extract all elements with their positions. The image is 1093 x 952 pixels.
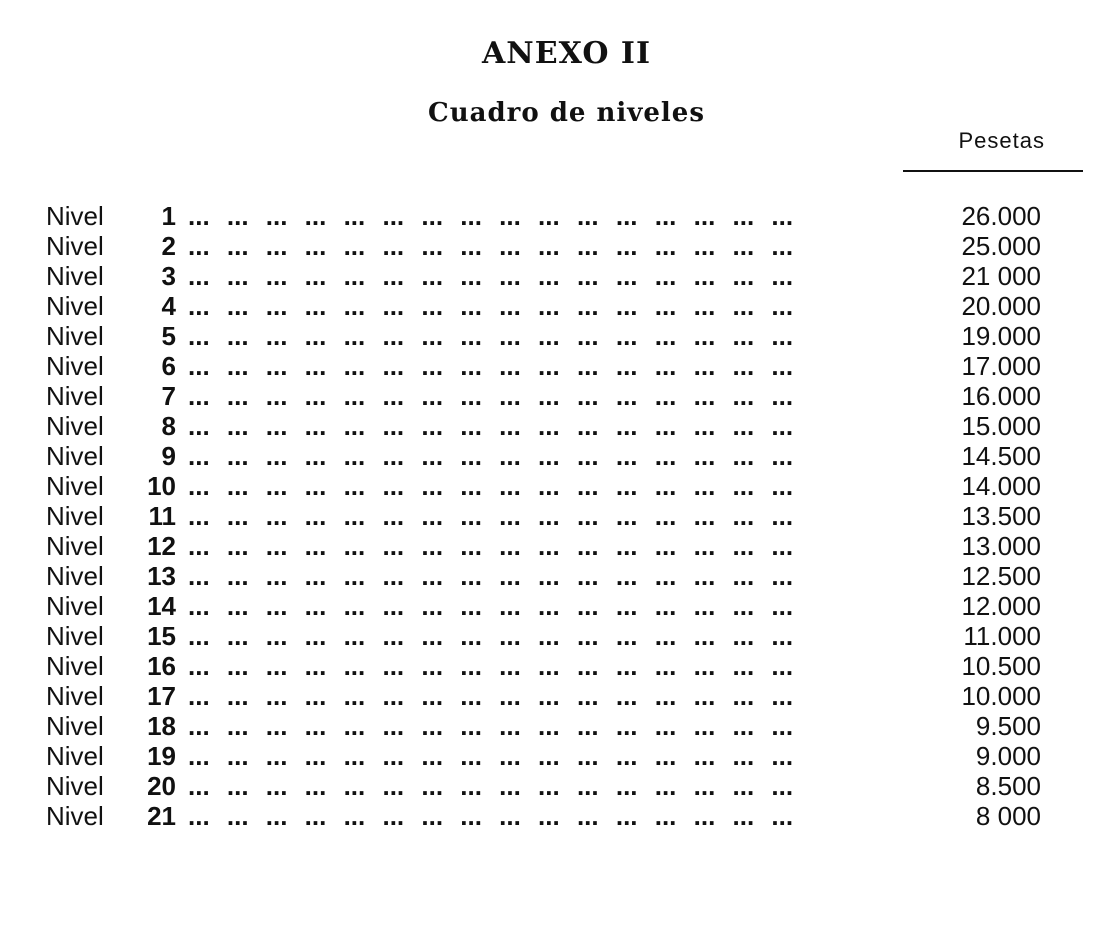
level-row bbox=[0, 411, 1093, 441]
dot-leader: ... ... ... ... ... ... ... ... ... ... ... ... ... ... ... ... bbox=[188, 471, 794, 501]
level-row bbox=[0, 711, 1093, 741]
level-number: 13 bbox=[147, 561, 176, 591]
level-number: 9 bbox=[161, 441, 176, 471]
dot-leader: ... ... ... ... ... ... ... ... ... ... ... ... ... ... ... ... bbox=[188, 201, 794, 231]
document-title: ANEXO II bbox=[482, 36, 651, 71]
level-row bbox=[0, 441, 1093, 471]
level-label: Nivel bbox=[46, 441, 104, 471]
dot-leader: ... ... ... ... ... ... ... ... ... ... ... ... ... ... ... ... bbox=[188, 441, 794, 471]
level-number: 1 bbox=[161, 201, 176, 231]
dot-leader: ... ... ... ... ... ... ... ... ... ... ... ... ... ... ... ... bbox=[188, 351, 794, 381]
level-number: 8 bbox=[161, 411, 176, 441]
dot-leader: ... ... ... ... ... ... ... ... ... ... ... ... ... ... ... ... bbox=[188, 321, 794, 351]
level-amount: 8 000 bbox=[975, 801, 1041, 831]
level-number: 12 bbox=[147, 531, 176, 561]
level-number: 11 bbox=[148, 501, 176, 531]
level-amount: 20.000 bbox=[961, 291, 1041, 321]
level-label: Nivel bbox=[46, 801, 104, 831]
level-row bbox=[0, 531, 1093, 561]
level-amount: 25.000 bbox=[961, 231, 1041, 261]
level-row bbox=[0, 801, 1093, 831]
dot-leader: ... ... ... ... ... ... ... ... ... ... ... ... ... ... ... ... bbox=[188, 651, 794, 681]
dot-leader: ... ... ... ... ... ... ... ... ... ... ... ... ... ... ... ... bbox=[188, 591, 794, 621]
level-amount: 13.000 bbox=[961, 531, 1041, 561]
level-amount: 19.000 bbox=[961, 321, 1041, 351]
level-label: Nivel bbox=[46, 561, 104, 591]
level-amount: 9.500 bbox=[975, 711, 1041, 741]
level-number: 19 bbox=[147, 741, 176, 771]
dot-leader: ... ... ... ... ... ... ... ... ... ... ... ... ... ... ... ... bbox=[188, 501, 794, 531]
dot-leader: ... ... ... ... ... ... ... ... ... ... ... ... ... ... ... ... bbox=[188, 741, 794, 771]
level-row bbox=[0, 591, 1093, 621]
level-row bbox=[0, 651, 1093, 681]
level-amount: 12.500 bbox=[961, 561, 1041, 591]
level-number: 17 bbox=[147, 681, 176, 711]
level-amount: 10.500 bbox=[961, 651, 1041, 681]
level-number: 16 bbox=[147, 651, 176, 681]
level-amount: 11.000 bbox=[963, 621, 1041, 651]
level-label: Nivel bbox=[46, 591, 104, 621]
level-number: 21 bbox=[147, 801, 176, 831]
level-number: 2 bbox=[161, 231, 176, 261]
level-number: 6 bbox=[161, 351, 176, 381]
level-label: Nivel bbox=[46, 771, 104, 801]
level-row bbox=[0, 621, 1093, 651]
level-row bbox=[0, 321, 1093, 351]
level-row bbox=[0, 561, 1093, 591]
level-row bbox=[0, 501, 1093, 531]
dot-leader: ... ... ... ... ... ... ... ... ... ... ... ... ... ... ... ... bbox=[188, 231, 794, 261]
level-amount: 12.000 bbox=[961, 591, 1041, 621]
level-amount: 15.000 bbox=[961, 411, 1041, 441]
level-amount: 10.000 bbox=[961, 681, 1041, 711]
level-row bbox=[0, 201, 1093, 231]
dot-leader: ... ... ... ... ... ... ... ... ... ... ... ... ... ... ... ... bbox=[188, 531, 794, 561]
dot-leader: ... ... ... ... ... ... ... ... ... ... ... ... ... ... ... ... bbox=[188, 771, 794, 801]
level-amount: 26.000 bbox=[961, 201, 1041, 231]
level-row bbox=[0, 771, 1093, 801]
level-number: 10 bbox=[147, 471, 176, 501]
level-row bbox=[0, 741, 1093, 771]
level-row bbox=[0, 681, 1093, 711]
dot-leader: ... ... ... ... ... ... ... ... ... ... ... ... ... ... ... ... bbox=[188, 411, 794, 441]
level-number: 7 bbox=[161, 381, 176, 411]
level-amount: 17.000 bbox=[961, 351, 1041, 381]
level-row bbox=[0, 291, 1093, 321]
level-row bbox=[0, 351, 1093, 381]
dot-leader: ... ... ... ... ... ... ... ... ... ... ... ... ... ... ... ... bbox=[188, 711, 794, 741]
level-amount: 14.500 bbox=[961, 441, 1041, 471]
level-number: 18 bbox=[147, 711, 176, 741]
dot-leader: ... ... ... ... ... ... ... ... ... ... ... ... ... ... ... ... bbox=[188, 801, 794, 831]
level-label: Nivel bbox=[46, 411, 104, 441]
dot-leader: ... ... ... ... ... ... ... ... ... ... ... ... ... ... ... ... bbox=[188, 681, 794, 711]
level-label: Nivel bbox=[46, 381, 104, 411]
currency-header-rule bbox=[903, 170, 1083, 172]
dot-leader: ... ... ... ... ... ... ... ... ... ... ... ... ... ... ... ... bbox=[188, 381, 794, 411]
level-label: Nivel bbox=[46, 621, 104, 651]
dot-leader: ... ... ... ... ... ... ... ... ... ... ... ... ... ... ... ... bbox=[188, 621, 794, 651]
level-number: 15 bbox=[147, 621, 176, 651]
level-number: 20 bbox=[147, 771, 176, 801]
level-row bbox=[0, 231, 1093, 261]
levels-table bbox=[0, 201, 1093, 831]
level-amount: 9.000 bbox=[975, 741, 1041, 771]
level-row bbox=[0, 261, 1093, 291]
dot-leader: ... ... ... ... ... ... ... ... ... ... ... ... ... ... ... ... bbox=[188, 261, 794, 291]
level-number: 4 bbox=[161, 291, 176, 321]
level-row bbox=[0, 381, 1093, 411]
level-number: 5 bbox=[161, 321, 176, 351]
level-label: Nivel bbox=[46, 261, 104, 291]
level-number: 3 bbox=[161, 261, 176, 291]
level-label: Nivel bbox=[46, 531, 104, 561]
level-amount: 21 000 bbox=[961, 261, 1041, 291]
level-amount: 14.000 bbox=[961, 471, 1041, 501]
dot-leader: ... ... ... ... ... ... ... ... ... ... ... ... ... ... ... ... bbox=[188, 291, 794, 321]
level-amount: 13.500 bbox=[961, 501, 1041, 531]
currency-header: Pesetas bbox=[958, 128, 1045, 153]
level-label: Nivel bbox=[46, 501, 104, 531]
level-label: Nivel bbox=[46, 351, 104, 381]
document-subtitle: Cuadro de niveles bbox=[428, 98, 705, 128]
level-label: Nivel bbox=[46, 321, 104, 351]
level-label: Nivel bbox=[46, 471, 104, 501]
level-row bbox=[0, 471, 1093, 501]
level-label: Nivel bbox=[46, 231, 104, 261]
level-label: Nivel bbox=[46, 201, 104, 231]
level-number: 14 bbox=[147, 591, 176, 621]
level-label: Nivel bbox=[46, 291, 104, 321]
dot-leader: ... ... ... ... ... ... ... ... ... ... ... ... ... ... ... ... bbox=[188, 561, 794, 591]
level-amount: 8.500 bbox=[975, 771, 1041, 801]
level-label: Nivel bbox=[46, 651, 104, 681]
level-amount: 16.000 bbox=[961, 381, 1041, 411]
level-label: Nivel bbox=[46, 741, 104, 771]
level-label: Nivel bbox=[46, 711, 104, 741]
level-label: Nivel bbox=[46, 681, 104, 711]
